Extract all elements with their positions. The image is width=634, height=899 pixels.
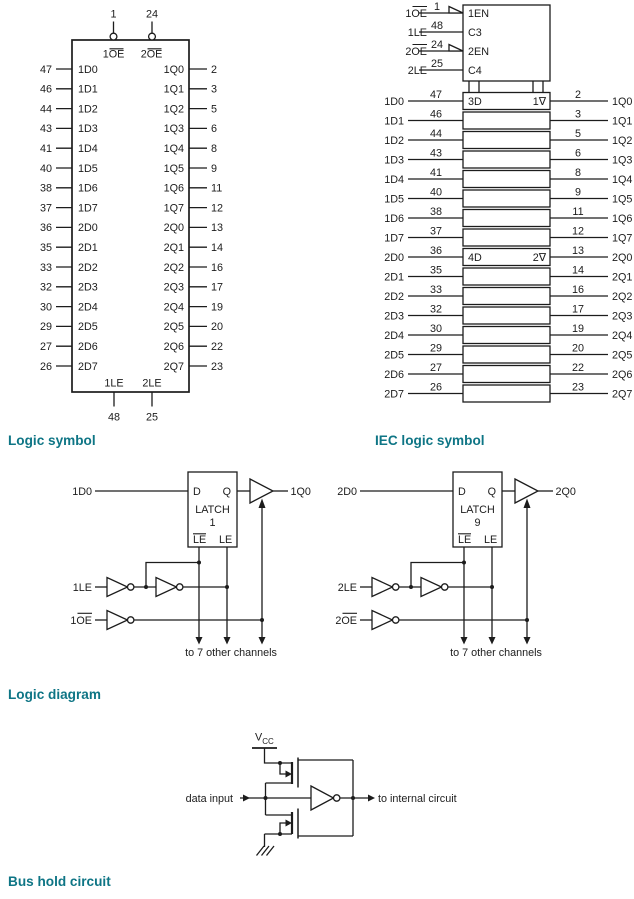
pin-label: 1Q3 bbox=[163, 123, 184, 136]
pin-number: 46 bbox=[429, 108, 443, 121]
inverter-icon bbox=[372, 578, 393, 597]
pin-number: 22 bbox=[211, 341, 224, 353]
pin-number: 48 bbox=[107, 411, 121, 424]
logic-symbol-row bbox=[40, 222, 223, 234]
pin-label: 2D0 bbox=[384, 251, 404, 264]
logic-symbol-row bbox=[40, 64, 217, 76]
latch-cell bbox=[463, 171, 550, 188]
latch-cell bbox=[463, 210, 550, 227]
signal-label: 2Q0 bbox=[555, 485, 576, 498]
pin-number: 2 bbox=[211, 63, 218, 76]
pin-label: 1D1 bbox=[78, 83, 98, 96]
latch-q-label: Q bbox=[222, 485, 231, 498]
pin-label: 2D5 bbox=[78, 321, 98, 334]
latch-cell bbox=[463, 288, 550, 305]
pin-label: 2Q4 bbox=[163, 301, 184, 314]
logic-symbol-row bbox=[40, 301, 223, 313]
pin-number: 3 bbox=[211, 83, 218, 96]
pin-label: 2Q6 bbox=[163, 341, 184, 353]
cell-tag: 4D bbox=[468, 251, 482, 264]
pin-number: 9 bbox=[211, 162, 218, 175]
pin-number: 35 bbox=[39, 242, 52, 254]
tristate-buffer-icon bbox=[515, 479, 538, 503]
pin-label: 1LE bbox=[407, 26, 427, 39]
shared-control-wires bbox=[199, 507, 262, 637]
pin-label: 1Q5 bbox=[612, 193, 633, 206]
wire bbox=[411, 563, 464, 588]
section-heading-bus-hold: Bus hold circuit bbox=[8, 874, 111, 889]
latch-cell bbox=[463, 327, 550, 344]
polarity-triangle-icon bbox=[449, 45, 463, 52]
latch-cell bbox=[463, 112, 550, 129]
latch-le-label: LE bbox=[219, 534, 233, 546]
pin-label: 1LE bbox=[104, 377, 124, 390]
pin-number: 3 bbox=[574, 108, 582, 121]
junction-dot bbox=[462, 561, 466, 565]
pin-number: 17 bbox=[211, 281, 224, 294]
pin-label: 1Q7 bbox=[163, 202, 184, 215]
logic-symbol-row bbox=[40, 103, 217, 115]
iec-data-row bbox=[384, 148, 632, 169]
arrow-right-icon bbox=[368, 795, 375, 802]
pin-number: 12 bbox=[211, 202, 224, 215]
pin-label: 1Q1 bbox=[612, 115, 633, 128]
pin-number: 25 bbox=[430, 58, 444, 70]
pin-label: 2Q2 bbox=[163, 261, 184, 274]
arrow-up-icon bbox=[524, 499, 531, 509]
pin-label: 2D1 bbox=[78, 242, 98, 254]
inverter-icon bbox=[107, 611, 128, 630]
signal-label: 1OE bbox=[70, 614, 92, 627]
pin-number: 24 bbox=[430, 39, 444, 51]
logic-symbol-row bbox=[40, 143, 217, 155]
iec-data-row bbox=[384, 187, 632, 208]
logic-symbol-row bbox=[40, 242, 223, 254]
pin-number: 23 bbox=[571, 381, 585, 394]
logic-symbol-row bbox=[40, 341, 223, 353]
pin-label: 2D6 bbox=[384, 368, 404, 381]
pin-label: 2Q7 bbox=[612, 388, 633, 401]
pin-number: 9 bbox=[574, 186, 582, 199]
pin-label: 2Q1 bbox=[163, 242, 184, 254]
pin-number: 32 bbox=[39, 281, 52, 294]
pin-number: 38 bbox=[39, 182, 52, 195]
pin-label: 1Q6 bbox=[612, 212, 633, 225]
iec-control-rows bbox=[405, 1, 489, 77]
pin-label: 1D0 bbox=[384, 95, 404, 108]
pin-label: 2OE bbox=[405, 45, 427, 58]
function-label: 1EN bbox=[468, 7, 490, 20]
signal-label: 1Q0 bbox=[290, 485, 311, 498]
pin-number: 41 bbox=[39, 143, 52, 155]
pin-label: 1D7 bbox=[78, 202, 98, 215]
logic-symbol-row bbox=[40, 361, 223, 373]
pin-label: 1Q0 bbox=[163, 63, 184, 76]
pin-number: 48 bbox=[430, 20, 444, 32]
pin-label: 1D7 bbox=[384, 232, 404, 245]
pin-number: 44 bbox=[39, 103, 52, 116]
iec-data-row bbox=[384, 206, 632, 227]
pin-number: 33 bbox=[429, 284, 443, 296]
wire bbox=[265, 748, 293, 763]
pin-label: 2Q5 bbox=[612, 349, 633, 362]
latch-cell bbox=[463, 268, 550, 285]
pin-label: 1OE bbox=[102, 48, 125, 61]
pin-label: 2Q7 bbox=[163, 360, 184, 373]
pin-number: 16 bbox=[571, 284, 585, 296]
output-label: to internal circuit bbox=[378, 792, 457, 805]
pin-label: 2D7 bbox=[384, 388, 404, 401]
latch-leb-label: LE bbox=[458, 534, 472, 546]
pin-label: 2Q6 bbox=[612, 368, 633, 381]
pin-number: 8 bbox=[574, 167, 582, 179]
pin-label: 2LE bbox=[142, 377, 162, 390]
iec-data-row bbox=[384, 109, 632, 130]
pin-label: 2D2 bbox=[384, 290, 404, 303]
active-low-bubble-icon bbox=[110, 33, 117, 40]
latch-d-label: D bbox=[193, 485, 201, 498]
pin-label: 1Q4 bbox=[612, 173, 633, 186]
vcc-v: V bbox=[255, 731, 263, 744]
pin-label: 2Q3 bbox=[163, 281, 184, 294]
pin-label: 2Q5 bbox=[163, 321, 184, 334]
pin-label: 2OE bbox=[140, 48, 163, 61]
logic-symbol-row bbox=[40, 183, 222, 195]
latch-cell bbox=[463, 385, 550, 402]
pin-number: 16 bbox=[211, 261, 224, 274]
pin-label: 1Q3 bbox=[612, 154, 633, 167]
iec-data-row bbox=[384, 304, 632, 325]
pin-label: 1D3 bbox=[78, 123, 98, 136]
pin-number: 6 bbox=[211, 123, 218, 136]
le-pin-stubs bbox=[114, 392, 152, 407]
iec-control-row bbox=[408, 20, 482, 39]
pin-label: 1D5 bbox=[78, 162, 98, 175]
pin-number: 1 bbox=[433, 1, 441, 13]
pin-label: 1OE bbox=[405, 7, 427, 20]
inverter-bubble-icon bbox=[128, 584, 134, 590]
latch-d-label: D bbox=[458, 485, 466, 498]
inverter-bubble-icon bbox=[442, 584, 448, 590]
control-block-legs bbox=[469, 81, 543, 93]
signal-label: 2OE bbox=[335, 614, 357, 627]
pin-label: 1Q7 bbox=[612, 232, 633, 245]
junction-dot bbox=[197, 561, 201, 565]
pin-number: 29 bbox=[39, 321, 52, 334]
pin-label: 1Q2 bbox=[612, 134, 633, 147]
arrow-right-icon bbox=[243, 795, 250, 802]
pin-label: 2D6 bbox=[78, 341, 98, 353]
inverter-icon bbox=[421, 578, 442, 597]
active-low-bubble-icon bbox=[149, 33, 156, 40]
pin-label: 2D0 bbox=[78, 222, 98, 235]
pin-number: 47 bbox=[429, 89, 443, 101]
pin-number: 11 bbox=[572, 206, 584, 218]
iec-data-row bbox=[384, 89, 632, 110]
iec-control-row bbox=[408, 58, 482, 77]
pin-label: 1Q0 bbox=[612, 95, 633, 108]
pin-label: 1D2 bbox=[384, 134, 404, 147]
pin-number: 27 bbox=[39, 341, 52, 353]
logic-symbol-row bbox=[40, 123, 217, 135]
pin-label: 2D3 bbox=[384, 310, 404, 323]
iec-data-row bbox=[384, 284, 632, 305]
wire bbox=[266, 783, 293, 815]
iec-data-row bbox=[384, 343, 632, 364]
logic-diagram-channel bbox=[335, 472, 576, 659]
junction-dot bbox=[490, 585, 494, 589]
pin-number: 44 bbox=[429, 128, 443, 140]
pin-number: 41 bbox=[429, 167, 443, 179]
pin-number: 20 bbox=[571, 342, 585, 355]
pin-number: 6 bbox=[574, 147, 582, 160]
pin-label: 2Q2 bbox=[612, 290, 633, 303]
latch-title: LATCH bbox=[195, 504, 230, 516]
arrow-down-icon bbox=[196, 637, 203, 645]
pin-label: 2D5 bbox=[384, 349, 404, 362]
pin-number: 5 bbox=[574, 128, 582, 140]
pin-label: 1D4 bbox=[384, 173, 404, 186]
logic-diagram bbox=[70, 472, 576, 659]
pin-number: 19 bbox=[211, 301, 224, 314]
signal-label: 2LE bbox=[337, 581, 357, 594]
pin-label: 2Q1 bbox=[612, 271, 633, 284]
arrow-down-icon bbox=[524, 637, 531, 645]
junction-dot bbox=[525, 618, 529, 622]
arrow-down-icon bbox=[259, 637, 266, 645]
pin-number: 25 bbox=[145, 411, 159, 424]
wire bbox=[265, 834, 293, 847]
ground-icon bbox=[257, 846, 275, 856]
logic-symbol-row bbox=[40, 262, 223, 274]
pin-label: 1D2 bbox=[78, 103, 98, 116]
pin-label: 1Q6 bbox=[163, 182, 184, 195]
pin-label: 1D0 bbox=[78, 63, 98, 76]
pin-number: 13 bbox=[571, 245, 585, 257]
pin-number: 12 bbox=[571, 225, 585, 238]
arrow-up-icon bbox=[259, 499, 266, 509]
iec-data-row bbox=[384, 167, 632, 188]
arrow-down-icon bbox=[489, 637, 496, 645]
latch-cell bbox=[463, 151, 550, 168]
pin-number: 26 bbox=[39, 360, 52, 373]
pin-label: 2Q3 bbox=[612, 310, 633, 323]
cell-tag-tristate: 1∇ bbox=[532, 95, 546, 108]
latch-leb-label: LE bbox=[193, 534, 207, 546]
pin-number: 36 bbox=[429, 245, 443, 257]
pin-label: 1D3 bbox=[384, 154, 404, 167]
pin-number: 32 bbox=[429, 303, 443, 316]
function-label: C3 bbox=[468, 26, 482, 39]
cell-tag: 3D bbox=[468, 95, 482, 108]
inverter-icon bbox=[311, 786, 334, 810]
pin-number: 30 bbox=[429, 323, 443, 335]
pin-number: 26 bbox=[429, 381, 443, 394]
pin-number: 14 bbox=[571, 264, 585, 277]
pin-label: 2D1 bbox=[384, 271, 404, 284]
pin-label: 2D2 bbox=[78, 261, 98, 274]
latch-cell bbox=[463, 132, 550, 149]
logic-symbol-row bbox=[40, 84, 217, 96]
inverter-bubble-icon bbox=[393, 617, 399, 623]
pin-number: 8 bbox=[211, 143, 218, 155]
latch-le-label: LE bbox=[484, 534, 498, 546]
channel-note: to 7 other channels bbox=[185, 647, 277, 659]
pin-number: 43 bbox=[39, 123, 52, 136]
iec-data-row bbox=[384, 382, 632, 403]
inverter-bubble-icon bbox=[334, 795, 340, 801]
junction-dot bbox=[225, 585, 229, 589]
iec-data-row bbox=[384, 362, 632, 383]
pin-number: 2 bbox=[574, 89, 582, 101]
wire bbox=[146, 563, 199, 588]
pin-label: 1D6 bbox=[384, 212, 404, 225]
pin-number: 38 bbox=[429, 206, 443, 218]
pin-label: 1D1 bbox=[384, 115, 404, 128]
pin-label: 1D5 bbox=[384, 193, 404, 206]
pin-label: 2Q0 bbox=[163, 222, 184, 235]
section-heading-logic-diagram: Logic diagram bbox=[8, 687, 101, 702]
pin-number: 1 bbox=[110, 8, 117, 21]
logic-symbol-rows bbox=[40, 64, 223, 373]
inverter-icon bbox=[372, 611, 393, 630]
input-label: data input bbox=[185, 792, 233, 805]
inverter-bubble-icon bbox=[393, 584, 399, 590]
latch-q-label: Q bbox=[487, 485, 496, 498]
latch-cell bbox=[463, 190, 550, 207]
bus-hold-circuit-diagram bbox=[186, 732, 457, 856]
pin-number: 37 bbox=[39, 202, 52, 215]
tristate-buffer-icon bbox=[250, 479, 273, 503]
arrow-down-icon bbox=[224, 637, 231, 645]
iec-data-row bbox=[384, 265, 632, 286]
logic-symbol-row bbox=[40, 282, 223, 294]
pin-label: 1Q1 bbox=[163, 83, 184, 96]
section-heading-iec: IEC logic symbol bbox=[375, 433, 485, 448]
pin-number: 14 bbox=[211, 242, 224, 254]
latch-title: LATCH bbox=[460, 504, 495, 516]
inverter-bubble-icon bbox=[177, 584, 183, 590]
pin-number: 20 bbox=[211, 321, 224, 334]
latch-cell bbox=[463, 307, 550, 324]
pin-number: 22 bbox=[571, 362, 585, 374]
logic-symbol-row bbox=[40, 321, 223, 333]
iec-data-row bbox=[384, 323, 632, 344]
inverter-bubble-icon bbox=[128, 617, 134, 623]
channel-note: to 7 other channels bbox=[450, 647, 542, 659]
logic-diagram-channel bbox=[70, 472, 311, 659]
pin-number: 43 bbox=[429, 147, 443, 160]
logic-symbol-row bbox=[40, 163, 217, 175]
junction-dot bbox=[260, 618, 264, 622]
pin-label: 2D4 bbox=[384, 329, 404, 342]
pin-number: 37 bbox=[429, 225, 443, 238]
iec-logic-symbol-diagram bbox=[384, 1, 632, 402]
pin-number: 23 bbox=[211, 360, 224, 373]
pin-number: 19 bbox=[571, 323, 585, 335]
arrow-down-icon bbox=[461, 637, 468, 645]
pin-number: 47 bbox=[39, 63, 52, 76]
pin-number: 46 bbox=[39, 83, 52, 96]
pin-number: 17 bbox=[571, 303, 585, 316]
iec-data-row bbox=[384, 226, 632, 247]
pin-number: 35 bbox=[429, 264, 443, 277]
pin-number: 36 bbox=[39, 222, 52, 235]
pin-number: 27 bbox=[429, 362, 443, 374]
cell-tag-tristate: 2∇ bbox=[532, 251, 546, 264]
signal-label: 1D0 bbox=[72, 485, 92, 498]
pin-label: 1Q4 bbox=[163, 143, 184, 155]
pin-number: 24 bbox=[145, 8, 159, 21]
latch-cell bbox=[463, 346, 550, 363]
pin-number: 30 bbox=[39, 301, 52, 314]
iec-data-row bbox=[384, 245, 632, 266]
pin-number: 33 bbox=[39, 261, 52, 274]
latch-number: 9 bbox=[474, 517, 481, 529]
pin-label: 2D4 bbox=[78, 301, 98, 314]
logic-symbol-row bbox=[40, 202, 223, 214]
pin-label: 1Q5 bbox=[163, 162, 184, 175]
iec-control-row bbox=[405, 1, 489, 20]
inverter-icon bbox=[156, 578, 177, 597]
pin-label: 2Q4 bbox=[612, 329, 633, 342]
latch-number: 1 bbox=[209, 517, 216, 529]
vcc-sub: CC bbox=[262, 737, 274, 746]
iec-control-row bbox=[405, 39, 489, 58]
junction-dot bbox=[264, 796, 268, 800]
pin-number: 5 bbox=[211, 103, 218, 116]
pin-label: 1D6 bbox=[78, 182, 98, 195]
shared-control-wires bbox=[464, 507, 527, 637]
signal-label: 1LE bbox=[72, 581, 92, 594]
section-heading-logic-symbol: Logic symbol bbox=[8, 433, 96, 448]
iec-data-row bbox=[384, 128, 632, 149]
function-label: 2EN bbox=[468, 45, 490, 58]
vcc-label bbox=[255, 732, 274, 747]
pin-number: 11 bbox=[211, 182, 223, 195]
pin-label: 2Q0 bbox=[612, 251, 633, 264]
pin-number: 29 bbox=[429, 342, 443, 355]
pin-label: 2D7 bbox=[78, 360, 98, 373]
logic-symbol-diagram bbox=[40, 9, 223, 424]
pin-number: 40 bbox=[429, 186, 443, 199]
iec-data-rows bbox=[384, 89, 632, 402]
inverter-icon bbox=[107, 578, 128, 597]
function-label: C4 bbox=[468, 64, 482, 77]
pin-label: 2LE bbox=[407, 64, 427, 77]
pin-label: 1Q2 bbox=[163, 103, 184, 116]
polarity-triangle-icon bbox=[449, 7, 463, 14]
pin-number: 40 bbox=[39, 162, 52, 175]
pin-number: 13 bbox=[211, 222, 224, 235]
pin-label: 1D4 bbox=[78, 143, 98, 155]
latch-cell bbox=[463, 366, 550, 383]
pin-label: 2D3 bbox=[78, 281, 98, 294]
oe-pin-stubs bbox=[114, 22, 153, 34]
latch-cell bbox=[463, 229, 550, 246]
signal-label: 2D0 bbox=[337, 485, 357, 498]
